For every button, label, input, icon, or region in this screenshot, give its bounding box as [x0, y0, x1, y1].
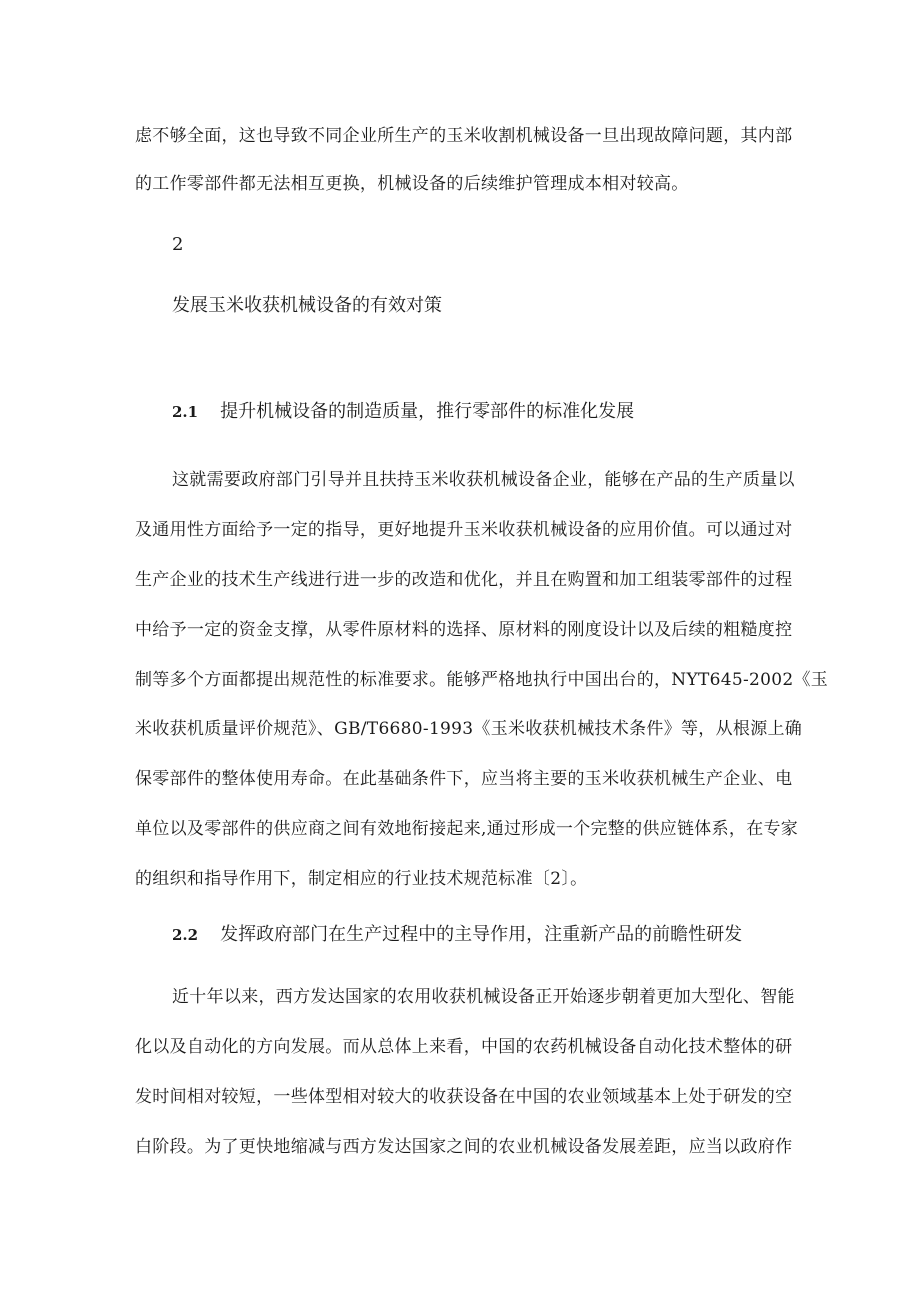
- section-2-1-heading: [172, 400, 634, 424]
- chapter-number: 2: [172, 234, 184, 255]
- section-2-1-line-8: 单位以及零部件的供应商之间有效地衔接起来,通过形成一个完整的供应链体系，在专家: [135, 819, 799, 839]
- section-2-2-line-4: 白阶段。为了更快地缩减与西方发达国家之间的农业机械设备发展差距，应当以政府作: [135, 1137, 793, 1157]
- section-2-1-line-3: 生产企业的技术生产线进行进一步的改造和优化，并且在购置和加工组装零部件的过程: [135, 570, 793, 590]
- section-2-1-line-6: 米收获机质量评价规范》、GB/T6680-1993《玉米收获机械技术条件》等，从根源上确: [135, 719, 803, 739]
- section-2-2-title: 发挥政府部门在生产过程中的主导作用，注重新产品的前瞻性研发: [220, 924, 743, 945]
- section-2-1-title: 提升机械设备的制造质量，推行零部件的标准化发展: [220, 401, 635, 422]
- section-2-1-line-4: 中给予一定的资金支撑，从零件原材料的选择、原材料的刚度设计以及后续的粗糙度控: [135, 620, 793, 640]
- chapter-title: 发展玉米收获机械设备的有效对策: [172, 295, 442, 316]
- section-2-2-heading: [172, 923, 742, 947]
- section-2-2-number: 2.2: [172, 926, 199, 944]
- section-2-2-line-1: 近十年以来，西方发达国家的农用收获机械设备正开始逐步朝着更加大型化、智能: [172, 987, 795, 1007]
- section-2-1-number: 2.1: [172, 403, 199, 421]
- section-2-2-line-2: 化以及自动化的方向发展。而从总体上来看，中国的农药机械设备自动化技术整体的研: [135, 1037, 793, 1057]
- intro-line-2: 的工作零部件都无法相互更换，机械设备的后续维护管理成本相对较高。: [135, 174, 689, 194]
- section-2-1-line-1: 这就需要政府部门引导并且扶持玉米收获机械设备企业，能够在产品的生产质量以: [172, 470, 795, 490]
- intro-line-1: 虑不够全面，这也导致不同企业所生产的玉米收割机械设备一旦出现故障问题，其内部: [135, 126, 793, 146]
- section-2-1-line-7: 保零部件的整体使用寿命。在此基础条件下，应当将主要的玉米收获机械生产企业、电: [135, 769, 793, 789]
- section-2-1-line-5: 制等多个方面都提出规范性的标准要求。能够严格地执行中国出台的，NYT645-2002《玉: [135, 670, 829, 690]
- section-2-1-line-2: 及通用性方面给予一定的指导，更好地提升玉米收获机械设备的应用价值。可以通过对: [135, 520, 793, 540]
- section-2-1-line-9: 的组织和指导作用下，制定相应的行业技术规范标准〔2〕。: [135, 869, 588, 889]
- section-2-2-line-3: 发时间相对较短，一些体型相对较大的收获设备在中国的农业领域基本上处于研发的空: [135, 1087, 793, 1107]
